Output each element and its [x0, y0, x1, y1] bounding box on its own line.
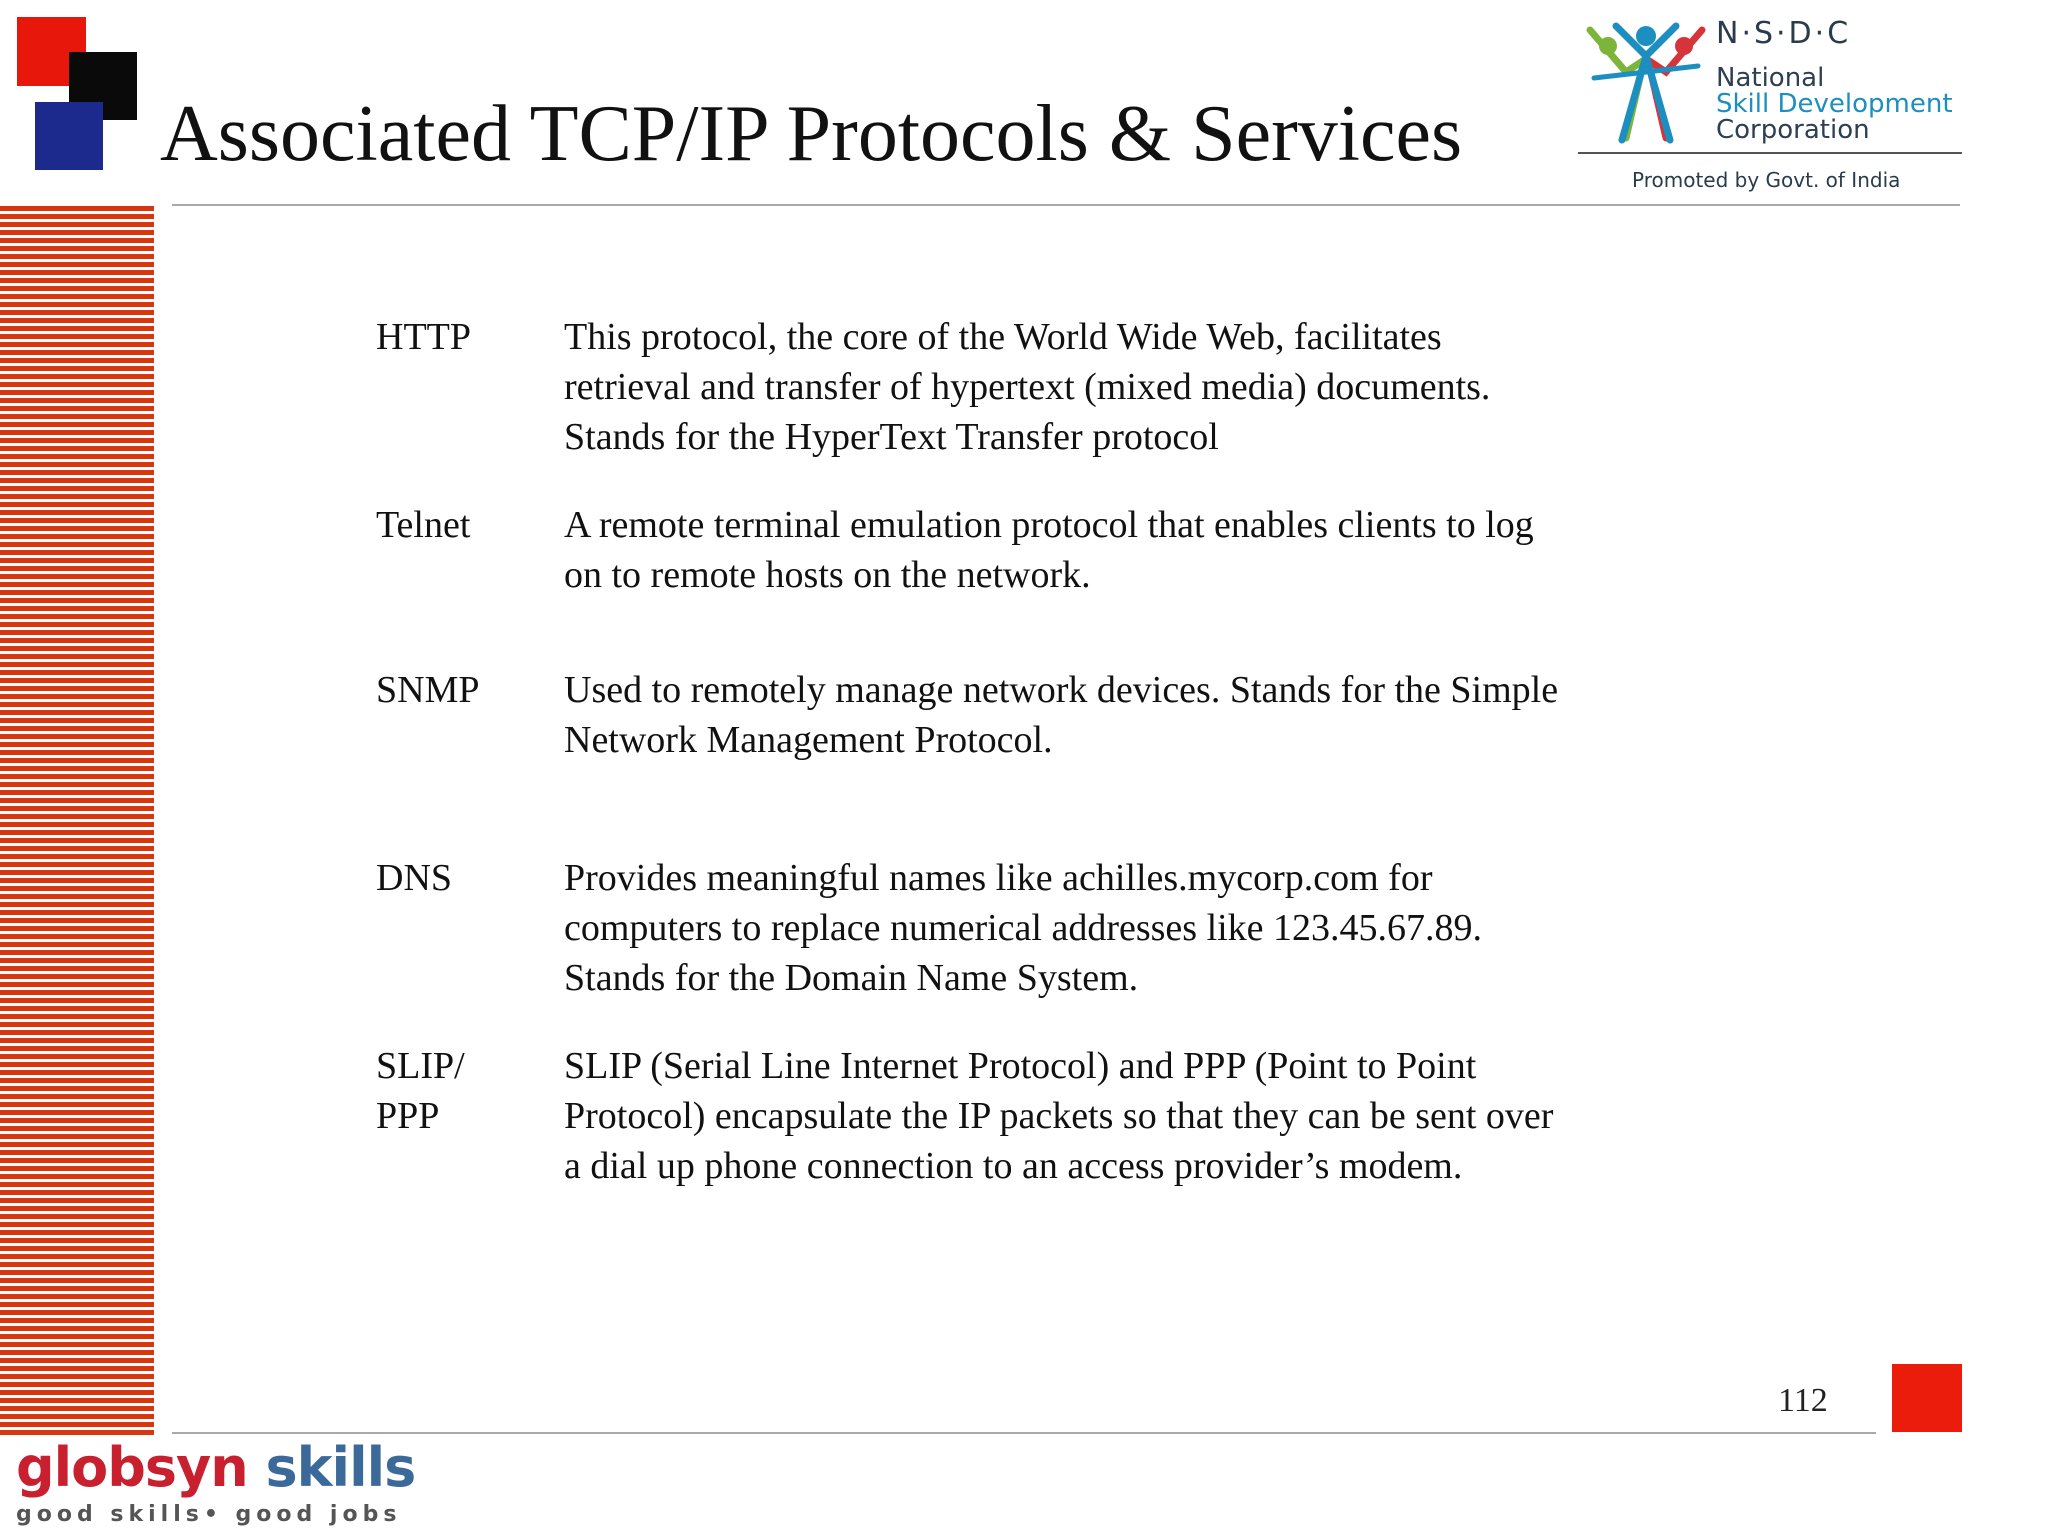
description-line: retrieval and transfer of hypertext (mixed media) documents. [564, 366, 1491, 408]
slide-title: Associated TCP/IP Protocols & Services [160, 90, 1463, 178]
logo-abbreviation: N·S·D·C [1716, 16, 1852, 51]
globsyn-logo [16, 1438, 415, 1527]
protocol-description [564, 500, 1664, 600]
description-line: computers to replace numerical addresses like 123.45.67.89. [564, 907, 1483, 949]
protocol-term-line: SLIP/ [376, 1045, 465, 1087]
protocol-term-line: Telnet [376, 504, 471, 546]
description-line: a dial up phone connection to an access provider’s modem. [564, 1145, 1463, 1187]
description-line: Used to remotely manage network devices. Stands for the Simple [564, 669, 1559, 711]
protocol-term [376, 853, 546, 903]
brand-name-part2: skills [247, 1436, 416, 1499]
protocol-term-line: PPP [376, 1095, 440, 1137]
description-line: Stands for the HyperText Transfer protocol [564, 416, 1219, 458]
logo-text-corporation: Corporation [1716, 115, 1870, 145]
brand-tagline: good skills• good jobs [16, 1502, 402, 1527]
protocol-term [376, 665, 546, 715]
description-line: Protocol) encapsulate the IP packets so that they can be sent over [564, 1095, 1554, 1137]
decor-blue-square [35, 102, 103, 170]
page-number: 112 [1778, 1382, 1828, 1419]
description-line: This protocol, the core of the World Wide Web, facilitates [564, 316, 1442, 358]
protocol-term-line: DNS [376, 857, 453, 899]
brand-name-part1: globsyn [16, 1436, 248, 1499]
protocol-term-line: HTTP [376, 316, 471, 358]
protocol-term [376, 312, 546, 362]
logo-text-national: National [1716, 63, 1825, 93]
description-line: SLIP (Serial Line Internet Protocol) and PPP (Point to Point [564, 1045, 1477, 1087]
protocol-term [376, 500, 546, 550]
protocol-description [564, 665, 1664, 765]
nsdc-logo [1578, 10, 1968, 190]
description-line: on to remote hosts on the network. [564, 554, 1091, 596]
description-line: Network Management Protocol. [564, 719, 1053, 761]
description-line: Stands for the Domain Name System. [564, 957, 1139, 999]
description-line: Provides meaningful names like achilles.mycorp.com for [564, 857, 1433, 899]
decor-red-box [1892, 1364, 1962, 1432]
protocol-term-line: SNMP [376, 669, 480, 711]
footer-divider [172, 1432, 1876, 1434]
protocol-description [564, 853, 1664, 1003]
nsdc-figures-icon [1586, 16, 1706, 144]
logo-promoted-text: Promoted by Govt. of India [1632, 168, 1901, 192]
protocol-description [564, 1041, 1664, 1191]
protocol-term [376, 1041, 546, 1141]
logo-text-skill-development: Skill Development [1716, 89, 1953, 119]
decor-stripe-bar [0, 206, 154, 1438]
title-divider [172, 204, 1960, 206]
protocol-description [564, 312, 1664, 462]
description-line: A remote terminal emulation protocol that enables clients to log [564, 504, 1534, 546]
logo-divider [1578, 152, 1962, 154]
brand-name [16, 1438, 415, 1498]
